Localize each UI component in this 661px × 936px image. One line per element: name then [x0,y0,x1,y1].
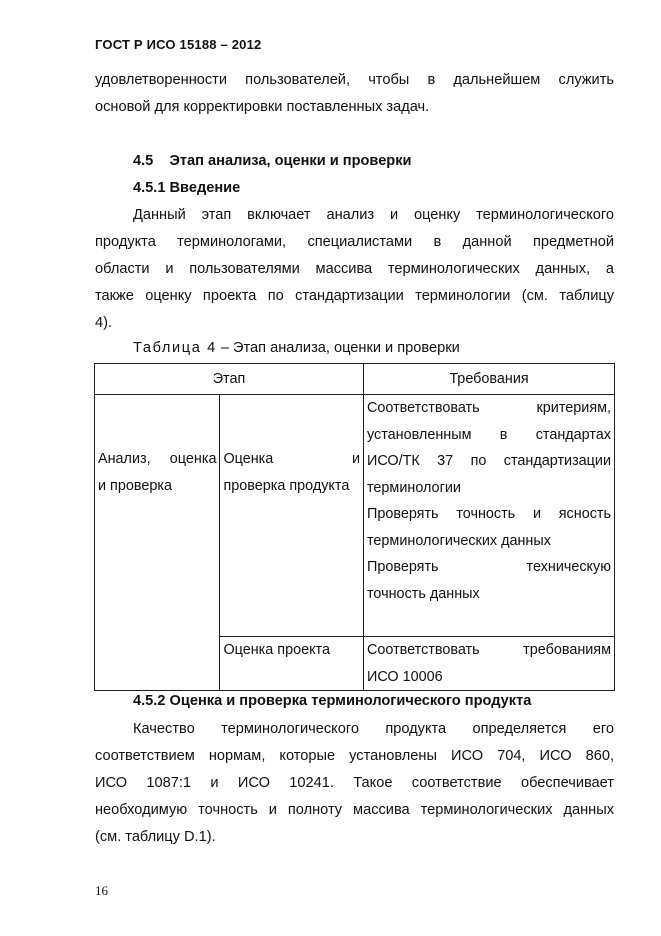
requirements-cell [364,637,615,691]
header-requirements: Требования [364,364,615,395]
paragraph-line: соответствием нормам, которые установлены ИСО 704, ИСО 860, [95,748,614,764]
paragraph-line: Качество терминологического продукта определяется его [133,721,614,737]
section-4-5-title: 4.5 Этап анализа, оценки и проверки [133,153,412,169]
paragraph-line: ИСО 1087:1 и ИСО 10241. Такое соответствие обеспечивает [95,775,614,791]
paragraph-line: (см. таблицу D.1). [95,829,216,845]
paragraph-line: Данный этап включает анализ и оценку терминологического [133,207,614,223]
table-header-row [95,364,615,395]
section-4-5-1-title: 4.5.1 Введение [133,180,241,196]
paragraph-line: 4). [95,315,113,331]
cell-line: Проверять точность и ясность [367,506,611,522]
cell-line: ИСО 10006 [367,668,443,685]
cell-line: точность данных [367,585,480,602]
paragraph-line: необходимую точность и полноту массива терминологических данных [95,802,614,818]
cell-line: Оценка и [223,451,360,467]
cell-line: Проверять техническую [367,559,611,575]
substage-cell [220,637,364,691]
paragraph-line: также оценку проекта по стандартизации терминологии (см. таблицу [95,288,614,304]
paragraph-line: области и пользователями массива терминологических данных, а [95,261,614,277]
header-stage: Этап [95,364,364,395]
substage-cell [220,395,364,637]
cell-line: установленным в стандартах [367,426,611,443]
paragraph-line: продукта терминологами, специалистами в данной предметной [95,234,614,250]
cell-line: проверка продукта [223,477,350,494]
table-caption-text: – Этап анализа, оценки и проверки [216,340,460,356]
cell-line: терминологии [367,479,461,496]
cell-line: терминологических данных [367,532,551,549]
cell-line: Анализ, оценка [98,451,217,467]
document-header: ГОСТ Р ИСО 15188 – 2012 [95,37,262,52]
cell-line: Оценка проекта [223,642,330,658]
intro-line: основой для корректировки поставленных задач. [95,99,430,115]
stage-cell [95,395,220,691]
requirements-table [94,363,615,691]
table-caption [133,338,652,358]
table-caption-label: Таблица 4 [133,340,217,356]
cell-line: ИСО/ТК 37 по стандартизации [367,453,611,469]
page-number: 16 [95,883,108,898]
cell-line: Соответствовать критериям, [367,400,611,416]
cell-line: и проверка [98,477,172,494]
cell-line: Соответствовать требованиям [367,642,611,658]
requirements-cell [364,395,615,637]
table-row [95,395,615,637]
section-4-5-2-title: 4.5.2 Оценка и проверка терминологического продукта [133,693,532,709]
intro-line: удовлетворенности пользователей, чтобы в дальнейшем служить [95,72,614,88]
